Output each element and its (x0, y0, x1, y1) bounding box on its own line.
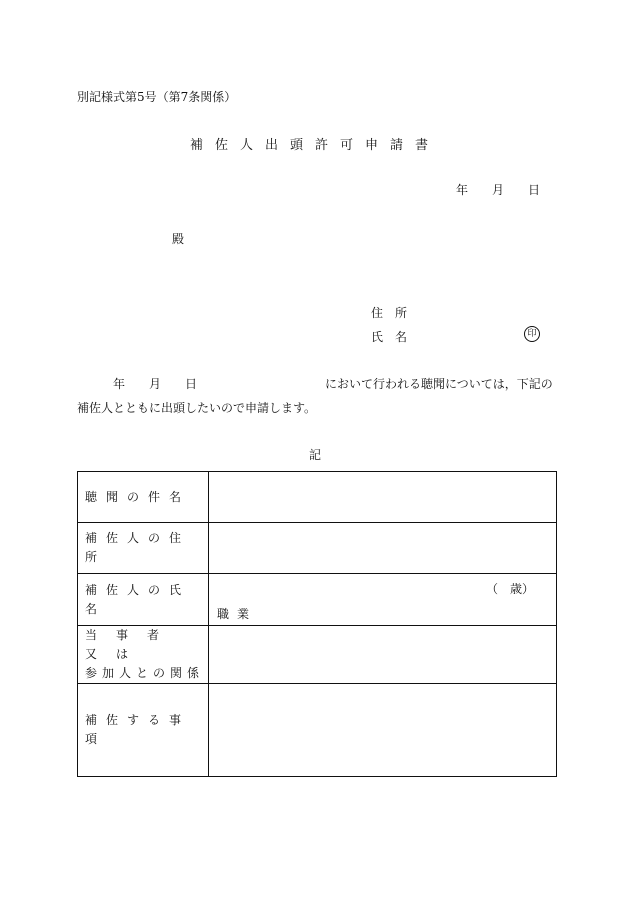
assistant-name-label: 補佐人の氏名 (78, 574, 209, 626)
relationship-field[interactable] (209, 626, 557, 684)
application-table (77, 471, 557, 777)
table-row (78, 684, 557, 777)
body-text-line1: において行われる聴聞については，下記の (325, 377, 553, 391)
assistant-address-field[interactable] (209, 523, 557, 574)
age-label: （ 歳） (485, 582, 534, 596)
hearing-subject-label: 聴聞の件名 (78, 472, 209, 523)
assistant-address-label: 補佐人の住所 (78, 523, 209, 574)
relationship-label-line2: 参加人との関係 (85, 666, 205, 680)
seal-mark: 印 (524, 326, 540, 342)
hearing-year-label: 年 (113, 377, 126, 391)
form-number-label: 別記様式第5号（第7条関係） (77, 90, 237, 104)
relationship-label-line1: 当事者又は (85, 628, 179, 661)
body-text-line2: 補佐人とともに出頭したいので申請します。 (77, 401, 317, 415)
date-month-label: 月 (492, 183, 505, 197)
applicant-address-label: 住 所 (371, 306, 408, 320)
date-day-label: 日 (528, 183, 541, 197)
occupation-label: 職業 (217, 607, 258, 621)
hearing-month-label: 月 (149, 377, 162, 391)
addressee-suffix: 殿 (172, 232, 185, 246)
table-row (78, 574, 557, 626)
hearing-subject-field[interactable] (209, 472, 557, 523)
date-year-label: 年 (456, 183, 469, 197)
hearing-day-label: 日 (185, 377, 198, 391)
assistance-matters-label: 補佐する事項 (78, 684, 209, 777)
relationship-label (78, 626, 209, 684)
table-row (78, 523, 557, 574)
applicant-name-label: 氏 名 (371, 330, 408, 344)
ki-heading: 記 (308, 448, 321, 462)
table-row (78, 626, 557, 684)
assistance-matters-field[interactable] (209, 684, 557, 777)
assistant-name-field[interactable] (209, 574, 557, 626)
document-title: 補佐人出頭許可申請書 (189, 138, 440, 153)
table-row (78, 472, 557, 523)
